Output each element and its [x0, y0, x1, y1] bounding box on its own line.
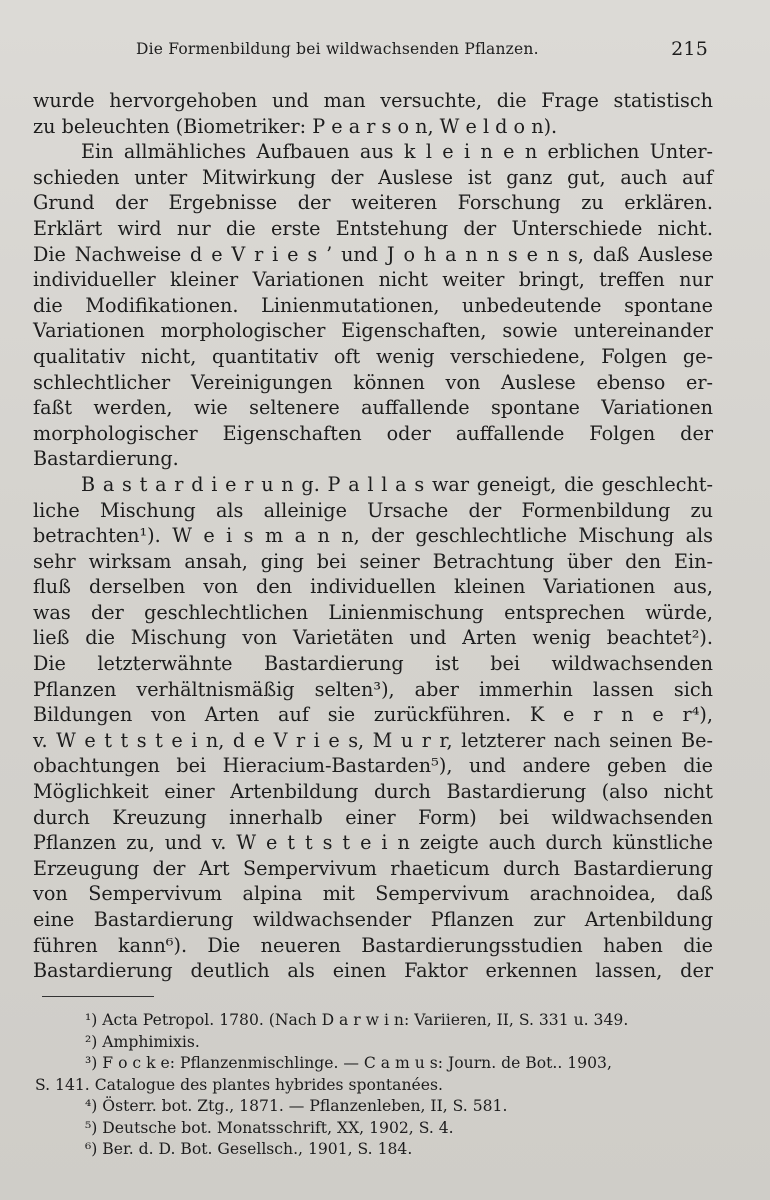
text-line: qualitativ nicht, quantitativ oft wenig verschiedene, Folgen ge-	[33, 344, 713, 368]
text-line: morphologischer Eigenschaften oder auffallende Folgen der	[33, 421, 713, 445]
text-line: Variationen morphologischer Eigenschaften, sowie untereinander	[33, 319, 713, 343]
footnote: ⁵) Deutsche bot. Monatsschrift, XX, 1902, S. 4.	[85, 1118, 454, 1137]
text-line: Die letzterwähnte Bastardierung ist bei wildwachsenden	[33, 652, 713, 676]
footnote: ⁶) Ber. d. D. Bot. Gesellsch., 1901, S. 184.	[85, 1140, 413, 1158]
running-header	[136, 40, 708, 64]
text-line: Erklärt wird nur die erste Entstehung der Unterschiede nicht.	[33, 216, 713, 240]
page-number: 215	[671, 38, 708, 60]
text-line: schlechtlicher Vereinigungen können von Auslese ebenso er-	[33, 370, 713, 394]
text-line: B a s t a r d i e r u n g. P a l l a s war geneigt, die geschlecht-	[81, 472, 713, 496]
text-line: die Modifikationen. Linienmutationen, unbedeutende spontane	[33, 293, 713, 317]
text-line: Bastardierung.	[33, 447, 179, 471]
text-line: Grund der Ergebnisse der weiteren Forschung zu erklären.	[33, 191, 713, 215]
text-line: wurde hervorgehoben und man versuchte, die Frage statistisch	[33, 89, 713, 112]
text-line: v. W e t t s t e i n, d e V r i e s, M u r r, letzterer nach seinen Be-	[33, 728, 713, 752]
text-line: faßt werden, wie seltenere auffallende spontane Variationen	[33, 396, 713, 420]
text-line: zu beleuchten (Biometriker: P e a r s o n, W e l d o n).	[33, 114, 558, 138]
text-line: Möglichkeit einer Artenbildung durch Bastardierung (also nicht	[33, 780, 713, 804]
text-line: individueller kleiner Variationen nicht weiter bringt, treffen nur	[33, 268, 713, 292]
text-line: durch Kreuzung innerhalb einer Form) bei wildwachsenden	[33, 805, 713, 829]
text-line: ließ die Mischung von Varietäten und Arten wenig beachtet²).	[33, 626, 713, 650]
text-line: Bastardierung deutlich als einen Faktor erkennen lassen, der	[33, 959, 713, 983]
footnote: ²) Amphimixis.	[85, 1032, 200, 1051]
text-line: obachtungen bei Hieracium-Bastarden⁵), und andere geben die	[33, 754, 713, 778]
text-line: schieden unter Mitwirkung der Auslese ist ganz gut, auch auf	[33, 165, 713, 189]
text-line: was der geschlechtlichen Linienmischung entsprechen würde,	[33, 600, 713, 624]
footnote: ¹) Acta Petropol. 1780. (Nach D a r w i n: Variieren, II, S. 331 u. 349.	[85, 1011, 629, 1029]
text-line: sehr wirksam ansah, ging bei seiner Betrachtung über den Ein-	[33, 549, 713, 573]
text-line: Ein allmähliches Aufbauen aus k l e i n e n erblichen Unter-	[81, 140, 713, 164]
footnote: ⁴) Österr. bot. Ztg., 1871. — Pflanzenleben, II, S. 581.	[85, 1097, 508, 1115]
text-line: führen kann⁶). Die neueren Bastardierungsstudien haben die	[33, 933, 713, 957]
text-line: Pflanzen zu, und v. W e t t s t e i n zeigte auch durch künstliche	[33, 831, 713, 855]
text-line: von Sempervivum alpina mit Sempervivum arachnoidea, daß	[33, 882, 713, 906]
text-line: Die Nachweise d e V r i e s ’ und J o h a n n s e n s, daß Auslese	[33, 242, 713, 266]
text-line: fluß derselben von den individuellen kleinen Variationen aus,	[33, 575, 713, 599]
footnote: ³) F o c k e: Pflanzenmischlinge. — C a m u s: Journ. de Bot.. 1903,	[85, 1054, 612, 1072]
text-line: Pflanzen verhältnismäßig selten³), aber immerhin lassen sich	[33, 677, 713, 701]
text-line: Erzeugung der Art Sempervivum rhaeticum durch Bastardierung	[33, 856, 713, 880]
text-line: betrachten¹). W e i s m a n n, der geschlechtliche Mischung als	[33, 524, 713, 548]
body-text	[33, 88, 713, 984]
footnote-continuation: S. 141. Catalogue des plantes hybrides spontanées.	[35, 1075, 443, 1094]
text-line: eine Bastardierung wildwachsender Pflanzen zur Artenbildung	[33, 908, 713, 931]
footnotes	[35, 1010, 717, 1161]
text-line: Bildungen von Arten auf sie zurückführen. K e r n e r⁴),	[33, 703, 713, 727]
text-line: liche Mischung als alleinige Ursache der Formenbildung zu	[33, 498, 713, 522]
running-title: Die Formenbildung bei wildwachsenden Pflanzen.	[136, 40, 539, 58]
footnote-divider	[42, 996, 154, 997]
